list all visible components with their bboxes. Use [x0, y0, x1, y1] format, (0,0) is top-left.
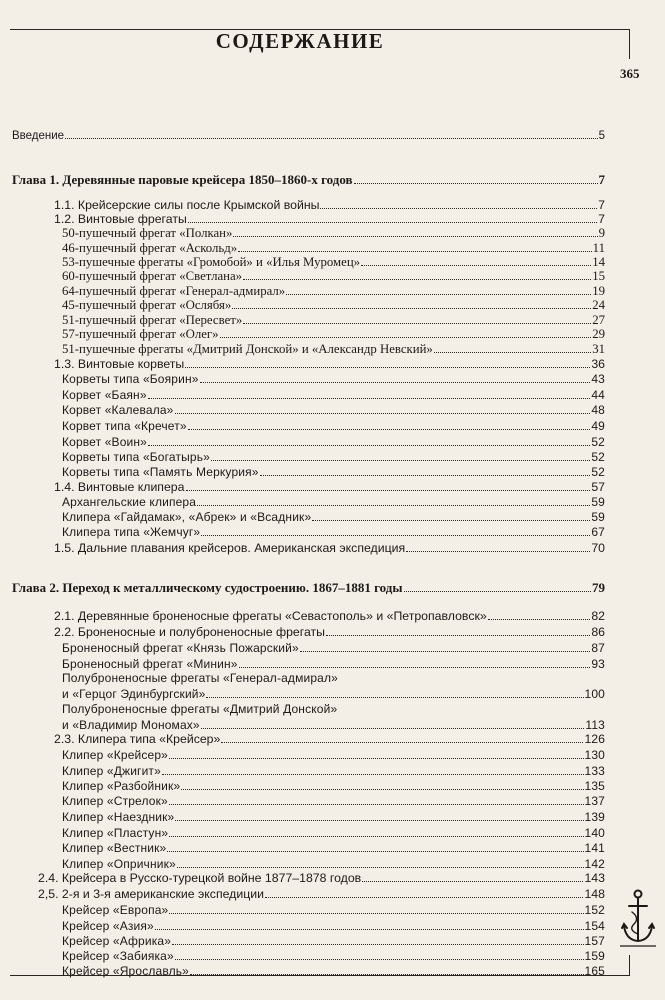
- frame-top-corner: [629, 29, 630, 59]
- toc-entry: Клипер «Пластун» 140: [62, 826, 605, 840]
- toc-entry: Полуброненосные фрегаты «Дмитрий Донской»: [62, 702, 338, 716]
- toc-entry-1-2: 1.2. Винтовые фрегаты 7: [54, 212, 605, 226]
- toc-entry-2-4: 2.4. Крейсера в Русско-турецкой войне 1877–1878 годов 143: [38, 871, 605, 885]
- toc-entry: Крейсер «Забияка» 159: [62, 949, 605, 963]
- toc-entry: Клипер «Джигит» 133: [62, 764, 605, 778]
- toc-entry: Корветы типа «Память Меркурия» 52: [62, 465, 605, 479]
- toc-entry-chapter-1: Глава 1. Деревянные паровые крейсера 1850–1860-х годов 7: [12, 172, 605, 187]
- toc-entry: Клипера типа «Жемчуг» 67: [62, 525, 605, 539]
- toc-entry: 64-пушечный фрегат «Генерал-адмирал» 19: [62, 284, 605, 298]
- toc-entry: Броненосный фрегат «Минин» 93: [62, 657, 605, 671]
- toc-entry: и «Владимир Мономах» 113: [62, 718, 605, 732]
- toc-entry-2-2: 2.2. Броненосные и полуброненосные фрегаты 86: [54, 625, 605, 639]
- toc-entry: 53-пушечные фрегаты «Громобой» и «Илья Муромец» 14: [62, 255, 605, 269]
- toc-entry-1-4: 1.4. Винтовые клипера 57: [54, 480, 605, 494]
- toc-entry: Корвет типа «Кречет» 49: [62, 419, 605, 433]
- toc-entry-1-3: 1.3. Винтовые корветы 36: [54, 357, 605, 371]
- toc-entry: 46-пушечный фрегат «Аскольд» 11: [62, 241, 605, 255]
- page-title: СОДЕРЖАНИЕ: [215, 29, 385, 53]
- toc-entry: и «Герцог Эдинбургский» 100: [62, 687, 605, 701]
- toc-entry: Архангельские клипера 59: [62, 495, 605, 509]
- toc-entry: Крейсер «Ярославль» 165: [62, 964, 605, 978]
- toc-entry: 60-пушечный фрегат «Светлана» 15: [62, 269, 605, 283]
- toc-entry: Корветы типа «Боярин» 43: [62, 372, 605, 386]
- toc-entry: Клипер «Опричник» 142: [62, 857, 605, 871]
- toc-entry: Клипера «Гайдамак», «Абрек» и «Всадник» 59: [62, 510, 605, 524]
- toc-entry: Броненосный фрегат «Князь Пожарский» 87: [62, 641, 605, 655]
- toc-entry-2-3: 2.3. Клипера типа «Крейсер» 126: [54, 732, 605, 746]
- toc-entry: Клипер «Наездник» 139: [62, 810, 605, 824]
- toc-entry: Полуброненосные фрегаты «Генерал-адмирал»: [62, 671, 338, 685]
- toc-entry: 57-пушечный фрегат «Олег» 29: [62, 327, 605, 341]
- toc-entry: Крейсер «Азия» 154: [62, 919, 605, 933]
- toc-entry: Корвет «Баян» 44: [62, 388, 605, 402]
- toc-entry: 51-пушечный фрегат «Пересвет» 27: [62, 313, 605, 327]
- toc-entry-chapter-2: Глава 2. Переход к металлическому судостроению. 1867–1881 годы 79: [12, 580, 605, 595]
- page-number: 365: [620, 66, 640, 81]
- toc-entry: Клипер «Крейсер» 130: [62, 748, 605, 762]
- toc-entry: 50-пушечный фрегат «Полкан» 9: [62, 226, 605, 240]
- toc-entry-1-1: 1.1. Крейсерские силы после Крымской войны 7: [54, 198, 605, 212]
- toc-entry-2-5: 2,5. 2-я и 3-я американские экспедиции 148: [38, 887, 605, 901]
- toc-entry-intro: Введение 5: [12, 127, 605, 142]
- anchor-icon: [618, 888, 658, 950]
- toc-entry-2-1: 2.1. Деревянные броненосные фрегаты «Севастополь» и «Петропавловск» 82: [54, 609, 605, 623]
- toc-entry: Корвет «Воин» 52: [62, 435, 605, 449]
- toc-entry: Крейсер «Европа» 152: [62, 903, 605, 917]
- toc-entry: Клипер «Вестник» 141: [62, 841, 605, 855]
- toc-entry: Корветы типа «Богатырь» 52: [62, 450, 605, 464]
- toc-entry: 51-пушечные фрегаты «Дмитрий Донской» и «Александр Невский» 31: [62, 342, 605, 356]
- toc-entry: Крейсер «Африка» 157: [62, 934, 605, 948]
- toc-entry-1-5: 1.5. Дальние плавания крейсеров. Американская экспедиция 70: [54, 541, 605, 555]
- toc-entry: Корвет «Калевала» 48: [62, 403, 605, 417]
- frame-bottom-corner: [629, 955, 630, 976]
- toc-entry: Клипер «Разбойник» 135: [62, 779, 605, 793]
- toc-entry: Клипер «Стрелок» 137: [62, 794, 605, 808]
- toc-entry: 45-пушечный фрегат «Ослябя» 24: [62, 298, 605, 312]
